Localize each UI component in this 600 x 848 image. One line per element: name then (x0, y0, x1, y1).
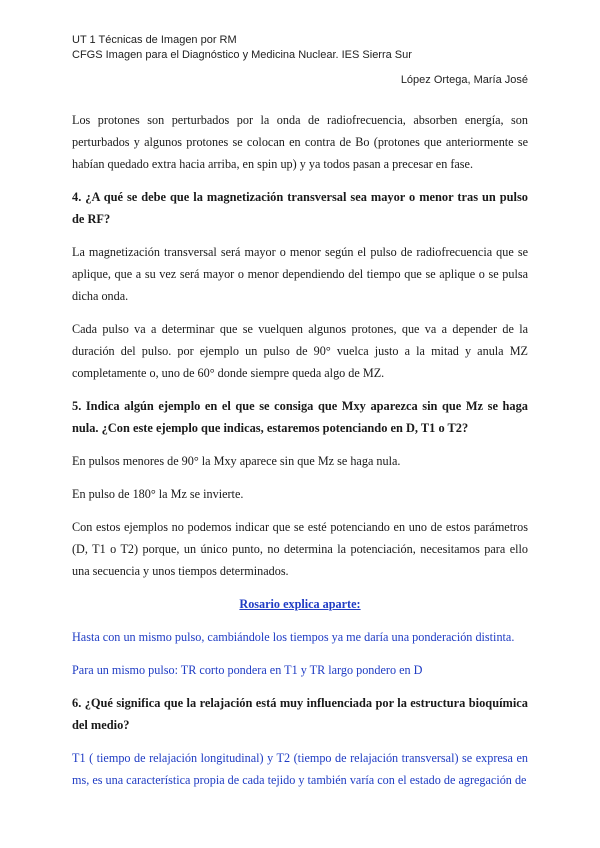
paragraph-pulso-180: En pulso de 180° la Mz se invierte. (72, 487, 244, 501)
document-body (72, 109, 528, 802)
paragraph-tr-pondera: Para un mismo pulso: TR corto pondera en T1 y TR largo pondero en D (72, 663, 423, 677)
paragraph-magnetizacion: La magnetización transversal será mayor o menor según el pulso de radiofrecuencia que se aplique, que a su vez será mayor o menor dependiendo del tiempo que se aplique o se pulsa dicha onda. (72, 245, 528, 303)
section-heading-text: Rosario explica aparte: (239, 597, 361, 611)
section-heading (72, 593, 528, 615)
question-6: 6. ¿Qué significa que la relajación está muy influenciada por la estructura bioquímica del medio? (72, 696, 528, 732)
header-author: López Ortega, María José (400, 74, 528, 86)
paragraph-pulsos-menores: En pulsos menores de 90° la Mxy aparece sin que Mz se haga nula. (72, 454, 401, 468)
header-unit-title: UT 1 Técnicas de Imagen por RM (72, 34, 237, 46)
page-header (72, 33, 412, 63)
paragraph-mismo-pulso: Hasta con un mismo pulso, cambiándole los tiempos ya me daría una ponderación distinta. (72, 630, 515, 644)
question-4: 4. ¿A qué se debe que la magnetización transversal sea mayor o menor tras un pulso de RF? (72, 190, 528, 226)
paragraph-con-estos-ejemplos: Con estos ejemplos no podemos indicar que se esté potenciando en uno de estos parámetros (D, T1 o T2) porque, un único punto, no determina la potenciación, necesitamos para ello una secuencia y unos tiempos determinados. (72, 520, 528, 578)
paragraph-cada-pulso: Cada pulso va a determinar que se vuelquen algunos protones, que va a depender de la duración del pulso. por ejemplo un pulso de 90° vuelca justo a la mitad y anula MZ completamente o, uno de 60° donde siempre queda algo de MZ. (72, 322, 528, 380)
paragraph-protones: Los protones son perturbados por la onda de radiofrecuencia, absorben energía, son perturbados y algunos protones se colocan en contra de Bo (protones que anteriormente se habían quedado extra hacia arriba, en spin up) y ya todos pasan a precesar en fase. (72, 113, 528, 171)
question-5: 5. Indica algún ejemplo en el que se consiga que Mxy aparezca sin que Mz se haga nula. ¿Con este ejemplo que indicas, estaremos potenciando en D, T1 o T2? (72, 399, 528, 435)
paragraph-t1-t2: T1 ( tiempo de relajación longitudinal) y T2 (tiempo de relajación transversal) se expresa en ms, es una característica propia de cada tejido y también varía con el estado de agregación de (72, 751, 528, 787)
header-course-title: CFGS Imagen para el Diagnóstico y Medicina Nuclear. IES Sierra Sur (72, 49, 412, 61)
